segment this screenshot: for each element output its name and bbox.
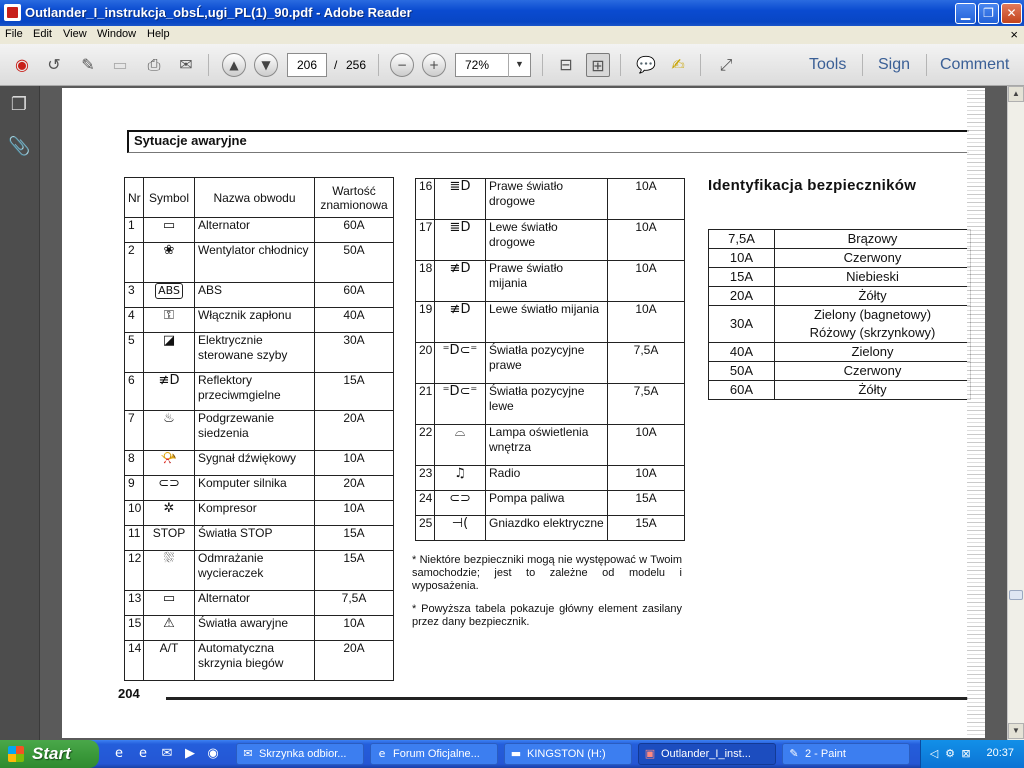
adobe-reader-icon: [4, 4, 21, 21]
fuse-amperage: 10A: [709, 249, 775, 268]
header-nr: Nr: [125, 178, 144, 218]
circuit-name: Włącznik zapłonu: [195, 308, 315, 333]
fuse-symbol-cell: [435, 516, 486, 541]
tools-pane-button[interactable]: Tools: [809, 56, 847, 73]
fuse-color-row: [709, 268, 971, 287]
fuse-symbol-cell: [144, 243, 195, 283]
fuse-row: [416, 384, 685, 425]
circuit-name: Komputer silnika: [195, 476, 315, 501]
zoom-select[interactable]: 72%: [455, 53, 531, 77]
fuse-number: 6: [125, 373, 144, 411]
circuit-name: Lampa oświetlenia wnętrza: [486, 425, 608, 466]
fuse-row: [416, 220, 685, 261]
toolbar-separator: [700, 54, 701, 76]
rated-value: 20A: [315, 411, 394, 451]
fuse-row: [125, 218, 394, 243]
fuse-number: 25: [416, 516, 435, 541]
fuse-row: [125, 243, 394, 283]
fuse-color: [775, 381, 971, 400]
fuse-row: [125, 641, 394, 681]
menu-file[interactable]: File: [5, 28, 23, 40]
taskbar: [0, 740, 1024, 768]
fuse-color: [775, 230, 971, 249]
circuit-name: Prawe światło mijania: [486, 261, 608, 302]
fuse-color-text: Czerwony: [843, 250, 902, 265]
task-label: Forum Oficjalne...: [393, 748, 480, 760]
fuse-symbol-cell: [435, 384, 486, 425]
fuse-row: [416, 516, 685, 541]
high-beam-symbol: ≣D: [449, 179, 471, 194]
attachments-icon[interactable]: 📎: [8, 136, 31, 157]
browser-icon: e: [378, 747, 386, 760]
tray-security-icon[interactable]: ⊠: [961, 747, 971, 760]
fuse-row: [125, 501, 394, 526]
circuit-name: Reflektory przeciwmgielne: [195, 373, 315, 411]
fuse-number: 22: [416, 425, 435, 466]
fuse-amperage: 50A: [709, 362, 775, 381]
fuse-number: 13: [125, 591, 144, 616]
circuit-name: Automatyczna skrzynia biegów: [195, 641, 315, 681]
fuse-amperage: 20A: [709, 287, 775, 306]
rated-value: 10A: [608, 179, 685, 220]
page-number-input[interactable]: 206: [287, 53, 327, 77]
start-button[interactable]: [0, 740, 99, 768]
rated-value: 15A: [315, 526, 394, 551]
footnote-1: * Niektóre bezpieczniki mogą nie występować w Twoim samochodzie; jest to zależne od modelu i wyposażenia.: [412, 554, 682, 592]
hazard-symbol: ⚠: [163, 616, 175, 631]
fuse-color-row: [709, 362, 971, 381]
toolbar-separator: [862, 54, 863, 76]
task-adobe-reader[interactable]: [638, 743, 776, 765]
fuse-symbol-cell: [435, 179, 486, 220]
fuse-symbol-cell: [144, 551, 195, 591]
fuse-amperage: 40A: [709, 343, 775, 362]
fuse-row: [416, 343, 685, 384]
next-page-button[interactable]: ▼: [254, 53, 278, 77]
fuse-symbol-cell: [144, 451, 195, 476]
paint-icon: ✎: [789, 747, 799, 760]
fuse-number: 10: [125, 501, 144, 526]
fuse-symbol-cell: [144, 641, 195, 681]
fuse-color-row: [709, 381, 971, 400]
fuse-symbol-cell: [144, 333, 195, 373]
stop-symbol: STOP: [152, 526, 186, 540]
fuse-row: [416, 466, 685, 491]
read-mode-icon[interactable]: ⤢: [719, 55, 733, 74]
circuit-name: Radio: [486, 466, 608, 491]
highlight-icon[interactable]: ✍: [671, 55, 685, 74]
zoom-out-button[interactable]: −: [390, 53, 414, 77]
circuit-name: Światła STOP: [195, 526, 315, 551]
fuse-row: [125, 616, 394, 641]
fuse-number: 5: [125, 333, 144, 373]
fuse-color-text-alt: Różowy (skrzynkowy): [809, 325, 936, 340]
fuse-number: 14: [125, 641, 144, 681]
task-label: KINGSTON (H:): [527, 748, 606, 760]
fuse-color-text: Brązowy: [847, 231, 898, 246]
rated-value: 10A: [315, 501, 394, 526]
footer-rule: [166, 697, 968, 700]
fuse-color-text: Żółty: [858, 382, 887, 397]
fuse-symbol-cell: [435, 425, 486, 466]
fuse-number: 3: [125, 283, 144, 308]
table-header-row: [125, 178, 394, 218]
menu-help[interactable]: Help: [147, 28, 170, 40]
fuse-row: [125, 373, 394, 411]
fuse-color-text: Czerwony: [843, 363, 902, 378]
toolbar-separator: [208, 54, 209, 76]
fuse-row: [125, 411, 394, 451]
rated-value: 10A: [608, 220, 685, 261]
rated-value: 20A: [315, 641, 394, 681]
rated-value: 10A: [608, 302, 685, 343]
circuit-name: Prawe światło drogowe: [486, 179, 608, 220]
fuse-amperage: 60A: [709, 381, 775, 400]
circuit-name: Alternator: [195, 218, 315, 243]
engine-computer-symbol: ⊂⊃: [158, 476, 180, 491]
fuel-pump-symbol: ⊂⊃: [449, 491, 471, 506]
quicklaunch-firefox-icon[interactable]: ◉: [207, 746, 219, 761]
fuse-row: [125, 333, 394, 373]
pdf-icon: ▣: [644, 747, 656, 760]
fuse-number: 8: [125, 451, 144, 476]
rated-value: 15A: [315, 373, 394, 411]
circuit-name: Światła awaryjne: [195, 616, 315, 641]
fuse-symbol-cell: [435, 491, 486, 516]
mail-icon: ✉: [243, 747, 253, 760]
quicklaunch-ie-icon[interactable]: e: [115, 746, 123, 761]
rated-value: 15A: [608, 491, 685, 516]
fuse-row: [125, 308, 394, 333]
fuse-amperage: 30A: [709, 306, 775, 343]
fuse-symbol-cell: [435, 302, 486, 343]
header-value: Wartość znamionowa: [315, 178, 394, 218]
fuse-row: [125, 283, 394, 308]
fuse-number: 18: [416, 261, 435, 302]
fuse-color-row: [709, 249, 971, 268]
system-tray: [920, 740, 1024, 768]
fuse-symbol-cell: [144, 526, 195, 551]
fuse-symbol-cell: [144, 411, 195, 451]
scan-edge: [967, 88, 985, 738]
scroll-thumb[interactable]: [1009, 590, 1023, 600]
horn-symbol: 📯: [160, 451, 178, 466]
menu-bar: [0, 26, 1024, 44]
rated-value: 60A: [315, 283, 394, 308]
fuse-number: 12: [125, 551, 144, 591]
seat-heater-symbol: ♨: [163, 411, 175, 426]
fuse-row: [416, 302, 685, 343]
section-title: Sytuacje awaryjne: [134, 133, 247, 148]
fuse-symbol-cell: [435, 466, 486, 491]
fuse-number: 2: [125, 243, 144, 283]
previous-page-button[interactable]: ▲: [222, 53, 246, 77]
menu-edit[interactable]: Edit: [33, 28, 52, 40]
rated-value: 7,5A: [608, 384, 685, 425]
rated-value: 7,5A: [315, 591, 394, 616]
document-close-icon[interactable]: ×: [1010, 27, 1018, 42]
fuse-symbol-cell: [144, 616, 195, 641]
toolbar-separator: [620, 54, 621, 76]
fuse-color-text: Zielony (bagnetowy): [813, 307, 932, 322]
circuit-name: Światła pozycyjne prawe: [486, 343, 608, 384]
rated-value: 10A: [608, 425, 685, 466]
circuit-name: Alternator: [195, 591, 315, 616]
rated-value: 7,5A: [608, 343, 685, 384]
comment-pane-button[interactable]: Comment: [940, 56, 1010, 73]
position-light-symbol: ⁼D⊂⁼: [442, 343, 478, 358]
fuse-row: [125, 526, 394, 551]
fuse-symbol-cell: [144, 591, 195, 616]
toolbar-separator: [542, 54, 543, 76]
page-number: 204: [118, 686, 140, 701]
circuit-name: Elektrycznie sterowane szyby: [195, 333, 315, 373]
circuit-name: Podgrzewanie siedzenia: [195, 411, 315, 451]
section-header-bar: [127, 130, 969, 153]
comment-bubble-icon[interactable]: 💬: [636, 55, 656, 74]
sign-pane-button[interactable]: Sign: [878, 56, 911, 73]
fuse-symbol-cell: [144, 308, 195, 333]
pdf-page: [62, 88, 985, 738]
rated-value: 15A: [608, 516, 685, 541]
clock: 20:37: [986, 747, 1014, 759]
rated-value: 50A: [315, 243, 394, 283]
abs-symbol: ABS: [155, 283, 183, 299]
window-title: Outlander_I_instrukcja_obsĹ‚ugi_PL(1)_90.pdf - Adobe Reader: [25, 5, 412, 20]
fuse-identification-title: Identyfikacja bezpieczników: [708, 177, 917, 194]
battery-symbol: ▭: [162, 218, 176, 233]
low-beam-symbol: ≢D: [449, 261, 471, 276]
menu-view[interactable]: View: [63, 28, 87, 40]
fuse-color: [775, 362, 971, 381]
windows-flag-icon: [8, 746, 24, 762]
fuse-symbol-cell: [435, 343, 486, 384]
tray-arrow-icon[interactable]: ◁: [929, 747, 939, 760]
header-symbol: Symbol: [144, 178, 195, 218]
fuse-color: [775, 249, 971, 268]
document-area[interactable]: [40, 86, 1007, 740]
create-pdf-icon[interactable]: ◉: [15, 55, 29, 74]
fuse-row: [416, 261, 685, 302]
fuse-number: 11: [125, 526, 144, 551]
rated-value: 60A: [315, 218, 394, 243]
task-label: 2 - Paint: [805, 748, 846, 760]
fuse-symbol-cell: [144, 373, 195, 411]
radio-symbol: ♫: [454, 466, 466, 481]
high-beam-symbol: ≣D: [449, 220, 471, 235]
fuse-row: [416, 425, 685, 466]
save-icon[interactable]: ▭: [112, 55, 128, 74]
task-label: Skrzynka odbior...: [259, 748, 347, 760]
fuse-table-right: [415, 178, 685, 541]
fuse-color-row: [709, 343, 971, 362]
fuse-color: [775, 287, 971, 306]
wiper-defrost-symbol: ⛆: [163, 551, 175, 566]
rated-value: 40A: [315, 308, 394, 333]
task-browser[interactable]: [370, 743, 498, 765]
fuse-row: [416, 179, 685, 220]
compressor-symbol: ✲: [163, 501, 175, 516]
toolbar-separator: [926, 54, 927, 76]
rated-value: 10A: [608, 466, 685, 491]
fuse-number: 15: [125, 616, 144, 641]
header-name: Nazwa obwodu: [195, 178, 315, 218]
circuit-name: Wentylator chłodnicy: [195, 243, 315, 283]
circuit-name: Odmrażanie wycieraczek: [195, 551, 315, 591]
circuit-name: Gniazdko elektryczne: [486, 516, 608, 541]
power-socket-symbol: ⊣(: [451, 516, 469, 531]
rated-value: 15A: [315, 551, 394, 591]
task-paint[interactable]: [782, 743, 910, 765]
fuse-row: [125, 451, 394, 476]
circuit-name: Lewe światło mijania: [486, 302, 608, 343]
fuse-number: 21: [416, 384, 435, 425]
page-total: 256: [346, 58, 367, 72]
quicklaunch-ie2-icon[interactable]: e: [139, 746, 147, 761]
navigation-pane: [0, 86, 40, 740]
footnote-2: * Powyższa tabela pokazuje główny element zasilany przez dany bezpiecznik.: [412, 603, 682, 628]
fan-symbol: ❀: [163, 243, 175, 258]
rated-value: 10A: [315, 616, 394, 641]
fuse-symbol-cell: [144, 218, 195, 243]
fuse-number: 20: [416, 343, 435, 384]
fit-page-icon[interactable]: ⊞: [586, 53, 610, 77]
fuse-symbol-cell: [435, 261, 486, 302]
ignition-key-symbol: ⚿: [164, 308, 174, 323]
fuse-color-row: [709, 306, 971, 343]
menu-window[interactable]: Window: [97, 28, 137, 40]
fuse-table-left: [124, 177, 394, 681]
fuse-symbol-cell: [144, 501, 195, 526]
rated-value: 10A: [315, 451, 394, 476]
fuse-color-row: [709, 287, 971, 306]
fuse-number: 1: [125, 218, 144, 243]
fuse-color: [775, 268, 971, 287]
circuit-name: ABS: [195, 283, 315, 308]
position-light-symbol: ⁼D⊂⁼: [442, 384, 478, 399]
circuit-name: Sygnał dźwiękowy: [195, 451, 315, 476]
quicklaunch-media-icon[interactable]: ▶: [185, 746, 195, 761]
circuit-name: Pompa paliwa: [486, 491, 608, 516]
start-label: Start: [32, 744, 71, 763]
rated-value: 10A: [608, 261, 685, 302]
fuse-color-table: [708, 229, 971, 400]
fuse-number: 4: [125, 308, 144, 333]
maximize-button[interactable]: ❐: [978, 3, 999, 24]
fuse-color-text: Żółty: [858, 288, 887, 303]
scrolling-mode-icon[interactable]: ⊟: [559, 55, 573, 74]
fuse-row: [125, 591, 394, 616]
circuit-name: Kompresor: [195, 501, 315, 526]
zoom-in-button[interactable]: +: [422, 53, 446, 77]
tray-network-icon[interactable]: ⚙: [945, 747, 955, 760]
fuse-number: 16: [416, 179, 435, 220]
fuse-color-text: Zielony: [851, 344, 894, 359]
automatic-transmission-symbol: A/T: [159, 641, 179, 655]
window-symbol: ◪: [162, 333, 176, 348]
toolbar-separator: [378, 54, 379, 76]
circuit-name: Światła pozycyjne lewe: [486, 384, 608, 425]
page-separator: /: [334, 58, 338, 72]
email-icon[interactable]: ✉: [179, 55, 193, 74]
battery-symbol: ▭: [162, 591, 176, 606]
close-button[interactable]: ✕: [1001, 3, 1022, 24]
fuse-symbol-cell: [144, 476, 195, 501]
title-bar: [0, 0, 1024, 26]
task-drive[interactable]: [504, 743, 632, 765]
fuse-number: 9: [125, 476, 144, 501]
fuse-symbol-cell: [435, 220, 486, 261]
fuse-number: 24: [416, 491, 435, 516]
rated-value: 30A: [315, 333, 394, 373]
vertical-scrollbar[interactable]: [1007, 86, 1024, 740]
low-beam-symbol: ≢D: [449, 302, 471, 317]
fog-light-symbol: ≢D: [158, 373, 180, 388]
fuse-color-row: [709, 230, 971, 249]
fuse-row: [125, 551, 394, 591]
fuse-row: [125, 476, 394, 501]
print-icon[interactable]: ⎙: [147, 55, 161, 74]
fuse-amperage: 7,5A: [709, 230, 775, 249]
fuse-number: 23: [416, 466, 435, 491]
minimize-button[interactable]: ▁: [955, 3, 976, 24]
task-mail[interactable]: [236, 743, 364, 765]
fuse-color-text: Niebieski: [846, 269, 899, 284]
fuse-color: [775, 306, 971, 343]
scroll-up-button[interactable]: ▲: [1008, 86, 1024, 102]
zoom-dropdown-arrow[interactable]: ▼: [508, 53, 530, 77]
page-thumbnails-icon[interactable]: ❐: [10, 94, 28, 115]
sign-tool-icon[interactable]: ✎: [81, 55, 95, 74]
fuse-symbol-cell: [144, 283, 195, 308]
export-icon[interactable]: ↺: [47, 55, 61, 74]
fuse-row: [416, 491, 685, 516]
interior-lamp-symbol: ⌓: [454, 425, 466, 440]
fuse-number: 17: [416, 220, 435, 261]
rated-value: 20A: [315, 476, 394, 501]
task-label: Outlander_I_inst...: [661, 748, 751, 760]
fuse-color: [775, 343, 971, 362]
quicklaunch-mail-icon[interactable]: ✉: [161, 746, 173, 761]
fuse-number: 7: [125, 411, 144, 451]
drive-icon: ▬: [510, 747, 522, 760]
footnotes: [412, 554, 682, 639]
fuse-amperage: 15A: [709, 268, 775, 287]
fuse-number: 19: [416, 302, 435, 343]
circuit-name: Lewe światło drogowe: [486, 220, 608, 261]
scroll-down-button[interactable]: ▼: [1008, 723, 1024, 739]
